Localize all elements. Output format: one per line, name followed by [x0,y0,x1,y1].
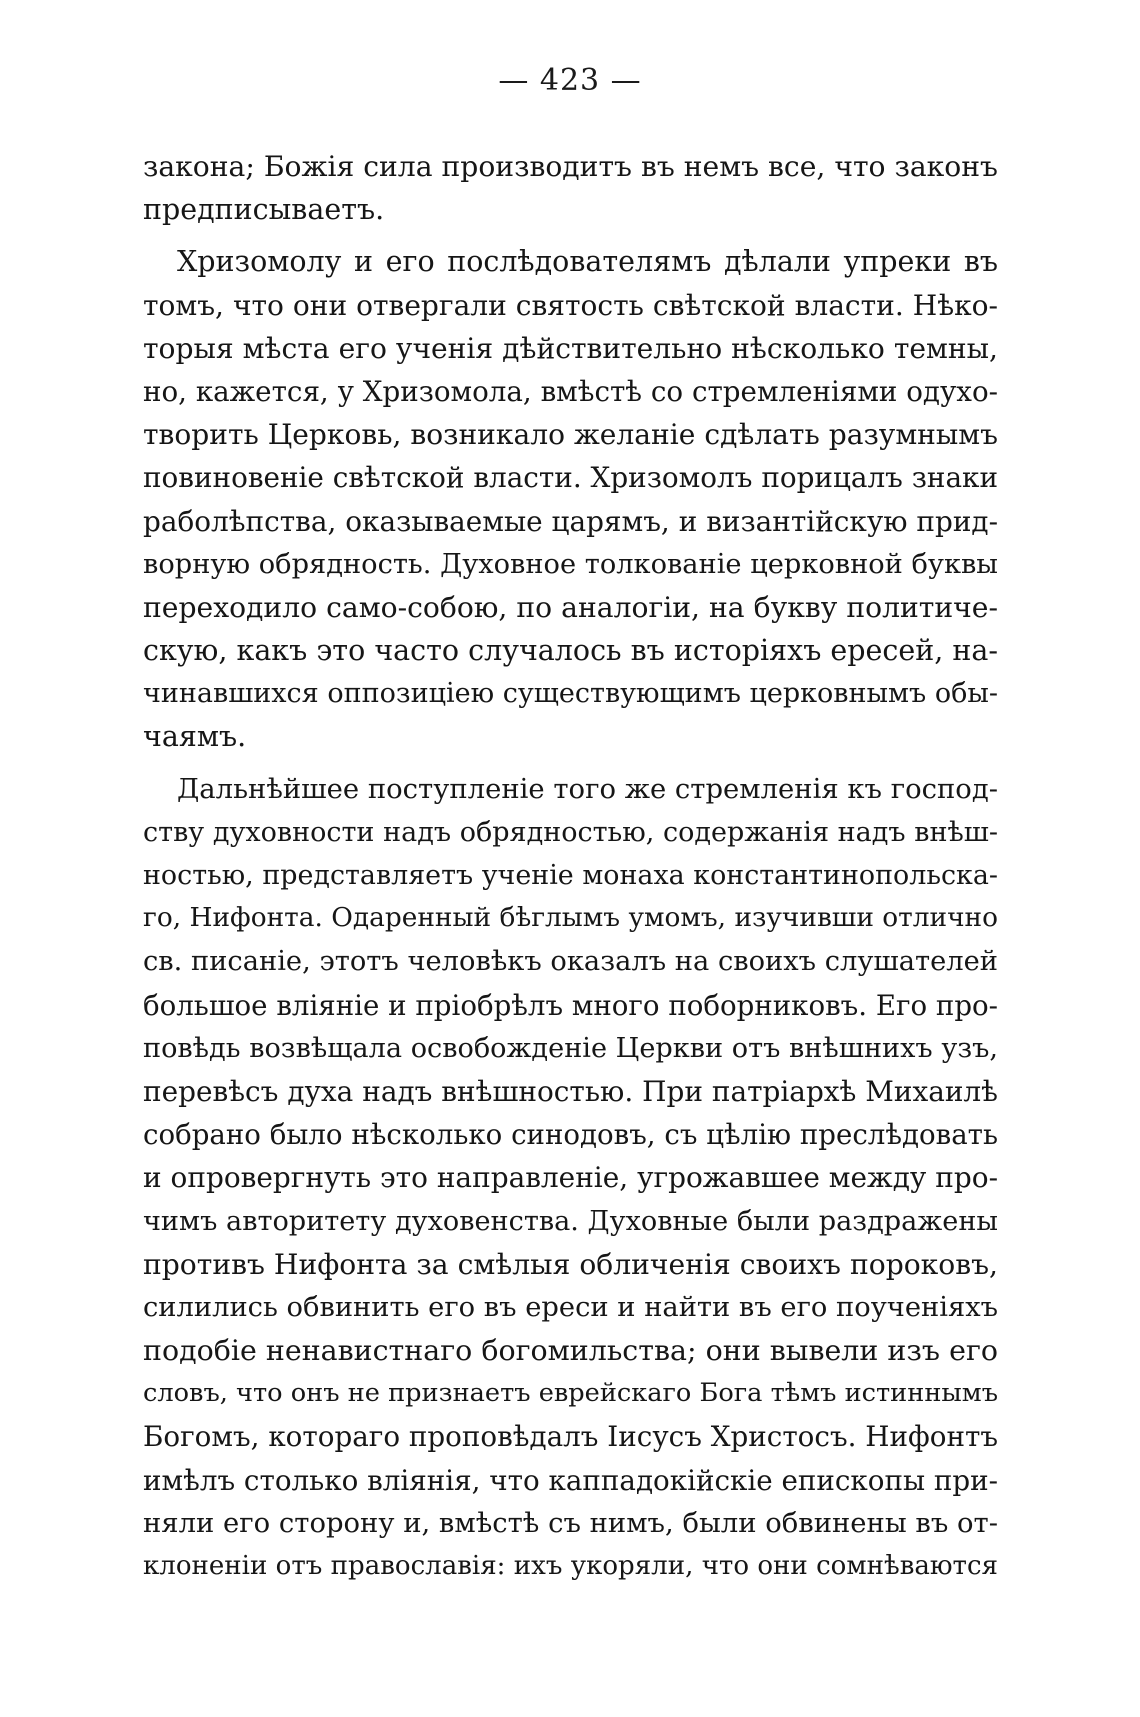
text-line: перевѣсъ духа надъ внѣшностью. При патріархѣ Михаилѣ [143,1074,998,1108]
text-line: св. писаніе, этотъ человѣкъ оказалъ на своихъ слушателей [143,946,998,978]
text-line: закона; Божія сила производитъ въ немъ все, что законъ [143,150,998,183]
text-line: и опровергнуть это направленіе, угрожавшее между про- [143,1161,998,1195]
text-line: творить Церковь, возникало желаніе сдѣлать разумнымъ [143,418,998,452]
text-line: ворную обрядность. Духовное толкованіе церковной буквы [143,548,998,580]
text-line: повѣдь возвѣщала освобожденіе Церкви отъ внѣшнихъ узъ, [143,1032,998,1064]
body-text [143,145,998,1588]
text-line: чаямъ. [143,720,247,754]
paragraph-2 [143,240,998,758]
text-line: словъ, что онъ не признаетъ еврейскаго Бога тѣмъ истиннымъ [143,1378,998,1409]
text-line: противъ Нифонта за смѣлыя обличенія своихъ пороковъ, [143,1247,998,1281]
text-line: Хризомолу и его послѣдователямъ дѣлали упреки въ [177,245,998,279]
text-line: чимъ авторитету духовенства. Духовные были раздражены [143,1205,998,1237]
text-line: го, Нифонта. Одаренный бѣглымъ умомъ, изучивши отлично [143,903,998,934]
text-line: раболѣпства, оказываемые царямъ, и византійскую прид- [143,504,998,538]
text-line: силились обвинить его въ ереси и найти въ его поученіяхъ [143,1291,999,1323]
text-line: имѣлъ столько вліянія, что каппадокійскіе епископы при- [143,1463,998,1497]
text-line: повиновеніе свѣтской власти. Хризомолъ порицалъ знаки [143,461,998,495]
paragraph-1 [143,145,998,231]
text-line: ностью, представляетъ ученіе монаха константинопольска- [143,860,998,891]
text-line: ству духовности надъ обрядностью, содержанія надъ внѣш- [143,816,998,848]
text-line: Дальнѣйшее поступленіе того же стремленія къ господ- [177,773,998,805]
text-line: подобіе ненавистнаго богомильства; они вывели изъ его [143,1334,998,1368]
text-line: но, кажется, у Хризомола, вмѣстѣ со стремленіями одухо- [143,374,998,408]
text-line: переходило само-собою, по аналогіи, на букву политиче- [143,590,998,624]
text-line: клоненіи отъ православія: ихъ укоряли, что они сомнѣваются [143,1551,998,1581]
text-line: скую, какъ это часто случалось въ исторіяхъ ересей, на- [143,634,998,668]
text-line: собрано было нѣсколько синодовъ, съ цѣлію преслѣдовать [143,1118,998,1152]
text-line: предписываетъ. [143,193,385,227]
text-line: томъ, что они отвергали святость свѣтской власти. Нѣко- [143,288,998,322]
page-number: — 423 — [498,63,642,98]
text-line: большое вліяніе и пріобрѣлъ много поборниковъ. Его про- [143,988,998,1022]
paragraph-3 [143,768,998,1589]
text-line: торыя мѣста его ученія дѣйствительно нѣсколько темны, [143,331,998,365]
text-line: чинавшихся оппозиціею существующимъ церковнымъ обы- [143,678,998,710]
text-line: Богомъ, котораго проповѣдалъ Іисусъ Христосъ. Нифонтъ [143,1420,998,1454]
text-line: няли его сторону и, вмѣстѣ съ нимъ, были обвинены въ от- [143,1507,998,1539]
